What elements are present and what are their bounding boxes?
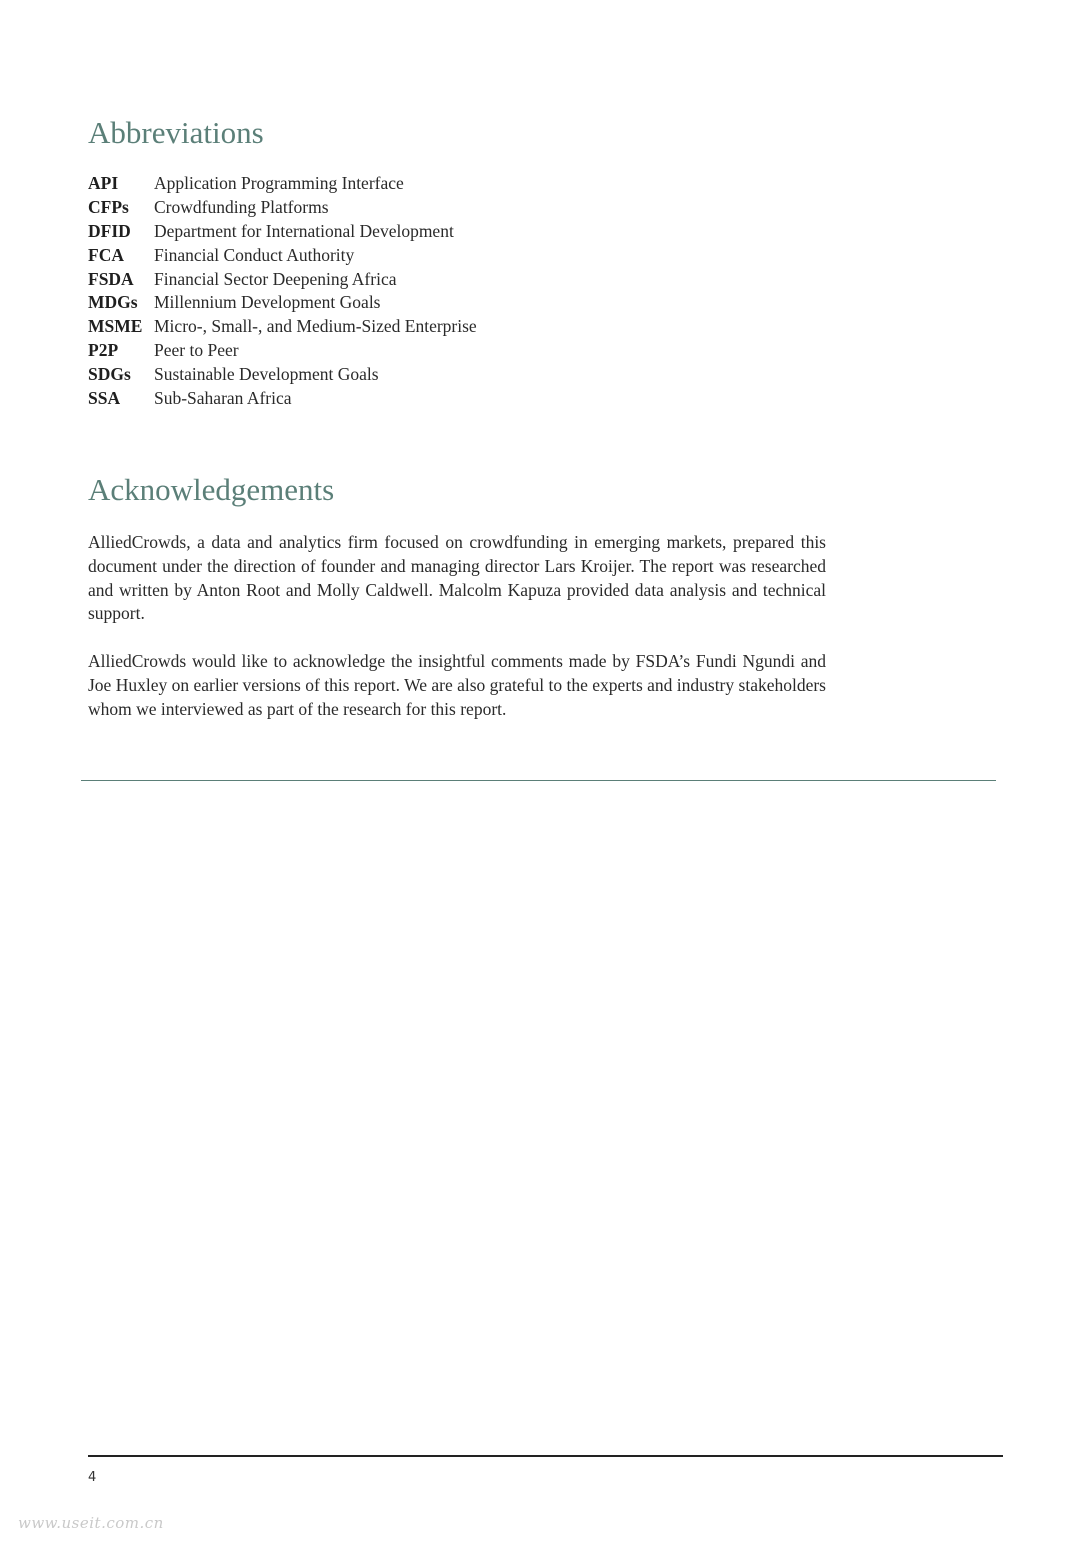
abbreviation-definition: Sustainable Development Goals	[154, 364, 379, 385]
abbreviation-definition: Sub-Saharan Africa	[154, 388, 292, 409]
abbreviation-term: FSDA	[88, 268, 134, 289]
abbreviation-item	[88, 315, 477, 339]
abbreviations-list	[88, 172, 477, 411]
abbreviation-item	[88, 339, 477, 363]
abbreviation-definition: Department for International Development	[154, 220, 454, 241]
abbreviation-term: FCA	[88, 244, 124, 265]
abbreviation-definition: Application Programming Interface	[154, 173, 404, 193]
abbreviation-term: DFID	[88, 220, 131, 241]
abbreviation-term: P2P	[88, 340, 119, 361]
abbreviation-item	[88, 244, 477, 268]
acknowledgements-heading: Acknowledgements	[88, 472, 335, 507]
section-divider	[81, 780, 996, 781]
abbreviation-term: MSME	[88, 316, 143, 337]
abbreviation-term: SSA	[88, 388, 121, 409]
abbreviation-definition: Millennium Development Goals	[154, 292, 381, 313]
abbreviation-definition: Crowdfunding Platforms	[154, 196, 329, 217]
abbreviation-item	[88, 291, 477, 315]
abbreviation-term: SDGs	[88, 364, 131, 385]
abbreviation-item	[88, 172, 477, 196]
abbreviation-definition: Financial Conduct Authority	[154, 244, 355, 265]
abbreviation-item	[88, 196, 477, 220]
abbreviation-definition: Financial Sector Deepening Africa	[154, 268, 397, 289]
watermark: www.useit.com.cn	[18, 1514, 164, 1532]
page-number: 4	[88, 1470, 97, 1485]
abbreviation-term: CFPs	[88, 196, 129, 217]
abbreviations-heading: Abbreviations	[88, 115, 264, 150]
footer-rule	[88, 1455, 1003, 1457]
acknowledgements-paragraph: AlliedCrowds would like to acknowledge the insightful comments made by FSDA’s Fundi Ngundi and Joe Huxley on earlier versions of this report. We are also grateful to the experts and industry stakeholders whom we interviewed as part of the research for this report.	[88, 651, 826, 719]
abbreviation-definition: Peer to Peer	[154, 340, 239, 361]
abbreviation-term: MDGs	[88, 292, 138, 313]
abbreviation-term: API	[88, 173, 119, 193]
abbreviation-item	[88, 220, 477, 244]
abbreviation-item	[88, 387, 477, 411]
abbreviation-item	[88, 363, 477, 387]
abbreviation-item	[88, 268, 477, 292]
abbreviation-definition: Micro-, Small-, and Medium-Sized Enterprise	[154, 316, 477, 337]
acknowledgements-paragraph: AlliedCrowds, a data and analytics firm focused on crowdfunding in emerging markets, prepared this document under the direction of founder and managing director Lars Kroijer. The report was researched and written by Anton Root and Molly Caldwell. Malcolm Kapuza provided data analysis and technical support.	[88, 532, 826, 624]
